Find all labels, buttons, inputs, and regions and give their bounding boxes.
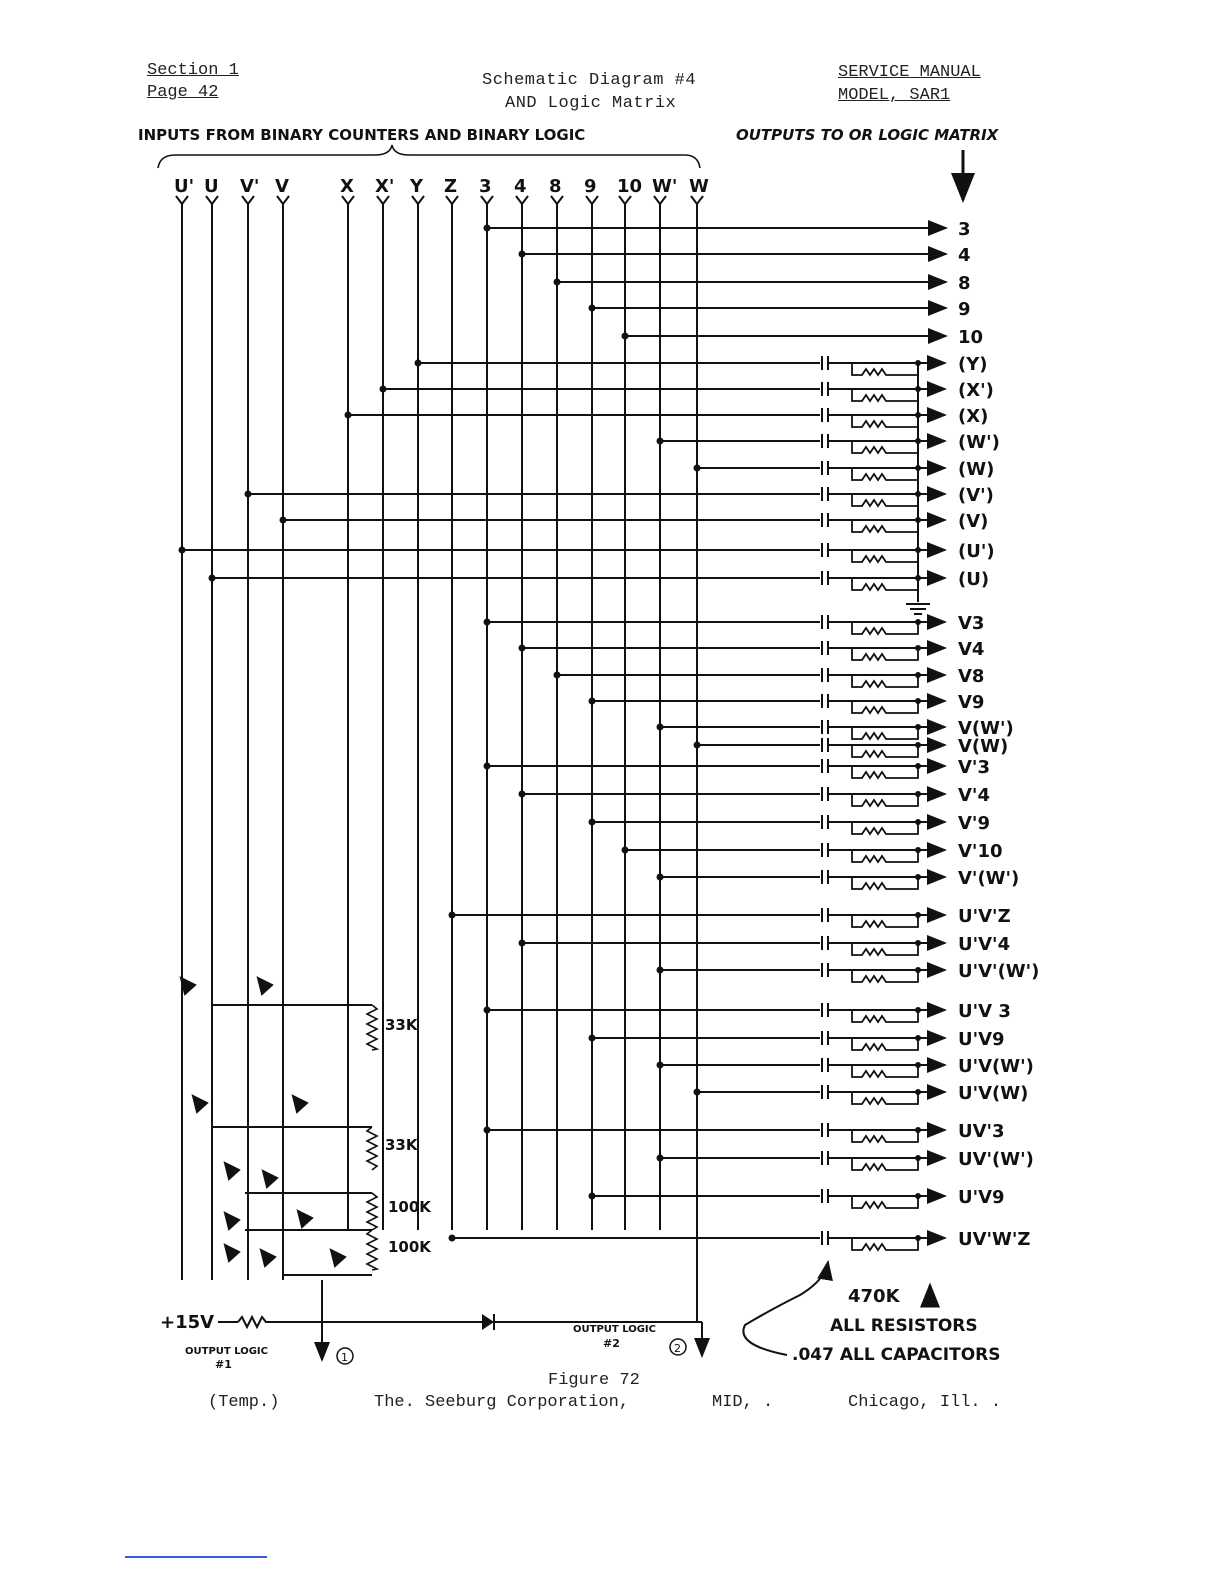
output-label-26: U'V'4 — [958, 934, 1011, 955]
temp-label: (Temp.) — [208, 1393, 280, 1412]
output-label-15: V4 — [958, 639, 985, 660]
junction-dot-31 — [694, 1089, 701, 1096]
resistor-node-29 — [915, 1035, 921, 1041]
terminal-2-label: 2 — [674, 1342, 681, 1355]
resistor-28 — [852, 1010, 918, 1022]
output-label-9: (W) — [958, 459, 995, 480]
diagram-title: Schematic Diagram #4 — [482, 71, 697, 90]
output-label-14: V3 — [958, 613, 985, 634]
resistor-29 — [852, 1038, 918, 1050]
junction-dot-3 — [589, 305, 596, 312]
resistor-node-16 — [915, 672, 921, 678]
resistor-node-23 — [915, 847, 921, 853]
input-label-6: Y — [410, 176, 424, 197]
junction-dot-28 — [484, 1007, 491, 1014]
resistor-node-24 — [915, 874, 921, 880]
resistor-16 — [852, 675, 918, 687]
input-chevron-11 — [586, 196, 598, 204]
output-label-34: U'V9 — [958, 1187, 1005, 1208]
resistor-19 — [852, 745, 918, 757]
model-label: MODEL, SAR1 — [838, 86, 951, 105]
resistor-33k-a-label: 33K — [385, 1016, 418, 1034]
resistor-18 — [852, 727, 918, 739]
resistor-33k-b-label: 33K — [385, 1136, 418, 1154]
junction-dot-29 — [589, 1035, 596, 1042]
output-logic-2-label: OUTPUT LOGIC — [573, 1324, 656, 1335]
resistor-13 — [852, 578, 918, 590]
input-label-12: 10 — [617, 176, 643, 197]
junction-dot-2 — [554, 279, 561, 286]
output-label-22: V'9 — [958, 813, 990, 834]
input-label-3: V — [275, 176, 289, 197]
resistor-node-32 — [915, 1127, 921, 1133]
input-chevron-9 — [516, 196, 528, 204]
output-label-12: (U') — [958, 541, 995, 562]
resistor-node-27 — [915, 967, 921, 973]
output-label-27: U'V'(W') — [958, 961, 1040, 982]
bottom-rule — [125, 1556, 267, 1558]
junction-dot-0 — [484, 225, 491, 232]
junction-dot-8 — [657, 438, 664, 445]
output-label-35: UV'W'Z — [958, 1229, 1031, 1250]
junction-dot-21 — [519, 791, 526, 798]
resistor-5 — [852, 363, 918, 375]
output-label-25: U'V'Z — [958, 906, 1011, 927]
diode-icon-0 — [181, 978, 195, 994]
output-label-17: V9 — [958, 692, 985, 713]
resistor-node-20 — [915, 763, 921, 769]
terminal-1-label: 1 — [341, 1351, 348, 1364]
junction-dot-34 — [589, 1193, 596, 1200]
supply-line — [218, 1317, 488, 1327]
resistor-node-30 — [915, 1062, 921, 1068]
input-label-4: X — [340, 176, 354, 197]
junction-dot-20 — [484, 763, 491, 770]
resistor-27 — [852, 970, 918, 982]
output-label-28: U'V 3 — [958, 1001, 1011, 1022]
junction-dot-6 — [380, 386, 387, 393]
junction-dot-7 — [345, 412, 352, 419]
output-label-16: V8 — [958, 666, 985, 687]
output-label-5: (Y) — [958, 354, 988, 375]
resistor-10 — [852, 494, 918, 506]
input-label-10: 8 — [549, 176, 562, 197]
output-label-23: V'10 — [958, 841, 1003, 862]
resistor-11 — [852, 520, 918, 532]
output-label-0: 3 — [958, 219, 971, 240]
input-chevron-3 — [277, 196, 289, 204]
junction-dot-9 — [694, 465, 701, 472]
bias-resistor-3 — [367, 1230, 377, 1270]
junction-dot-1 — [519, 251, 526, 258]
junction-dot-15 — [519, 645, 526, 652]
input-chevron-10 — [551, 196, 563, 204]
junction-dot-13 — [209, 575, 216, 582]
junction-dot-16 — [554, 672, 561, 679]
note-resistors: ALL RESISTORS — [830, 1316, 978, 1336]
input-brace — [158, 145, 700, 168]
input-label-11: 9 — [584, 176, 597, 197]
resistor-6 — [852, 389, 918, 401]
diode-icon-4 — [225, 1163, 239, 1179]
output-label-6: (X') — [958, 380, 994, 401]
junction-dot-19 — [694, 742, 701, 749]
resistor-8 — [852, 441, 918, 453]
output-label-31: U'V(W) — [958, 1083, 1029, 1104]
input-label-14: W — [689, 176, 709, 197]
diagram-subtitle: AND Logic Matrix — [505, 94, 677, 113]
bias-resistor-1 — [367, 1127, 377, 1170]
resistor-15 — [852, 648, 918, 660]
output-label-29: U'V9 — [958, 1029, 1005, 1050]
resistor-21 — [852, 794, 918, 806]
output-label-8: (W') — [958, 432, 1000, 453]
output-label-21: V'4 — [958, 785, 990, 806]
resistor-node-21 — [915, 791, 921, 797]
resistor-node-22 — [915, 819, 921, 825]
output-label-2: 8 — [958, 273, 971, 294]
resistor-30 — [852, 1065, 918, 1077]
supply-diode-icon — [482, 1314, 494, 1330]
section-label: Section 1 — [147, 61, 239, 80]
resistor-34 — [852, 1196, 918, 1208]
resistor-node-17 — [915, 698, 921, 704]
note-capacitors: .047 ALL CAPACITORS — [792, 1345, 1001, 1365]
input-label-9: 4 — [514, 176, 527, 197]
page-label: Page 42 — [147, 83, 219, 102]
supply-label: +15V — [160, 1312, 215, 1333]
diode-icon-5 — [263, 1171, 277, 1187]
resistor-24 — [852, 877, 918, 889]
resistor-31 — [852, 1092, 918, 1104]
input-chevron-6 — [412, 196, 424, 204]
resistor-node-35 — [915, 1235, 921, 1241]
input-label-13: W' — [652, 176, 678, 197]
manual-title: SERVICE MANUAL — [838, 63, 981, 82]
ground-icon — [906, 604, 930, 614]
output-label-4: 10 — [958, 327, 984, 348]
resistor-node-19 — [915, 742, 921, 748]
input-label-2: V' — [240, 176, 260, 197]
resistor-node-31 — [915, 1089, 921, 1095]
resistor-node-18 — [915, 724, 921, 730]
note-pointer-arrow — [743, 1262, 828, 1355]
outputs-heading: OUTPUTS TO OR LOGIC MATRIX — [736, 126, 999, 144]
resistor-26 — [852, 943, 918, 955]
junction-dot-25 — [449, 912, 456, 919]
output-label-1: 4 — [958, 245, 971, 266]
output-label-10: (V') — [958, 485, 994, 506]
resistor-25 — [852, 915, 918, 927]
diode-icon-10 — [331, 1250, 345, 1266]
input-chevron-8 — [481, 196, 493, 204]
junction-dot-10 — [245, 491, 252, 498]
diode-icon-3 — [293, 1096, 307, 1112]
junction-dot-12 — [179, 547, 186, 554]
input-chevron-12 — [619, 196, 631, 204]
input-chevron-13 — [654, 196, 666, 204]
resistor-100k-b-label: 100K — [388, 1238, 431, 1256]
junction-dot-4 — [622, 333, 629, 340]
input-label-8: 3 — [479, 176, 492, 197]
resistor-node-26 — [915, 940, 921, 946]
output-logic-1-num: #1 — [215, 1358, 232, 1371]
note-resistor-value: 470K — [848, 1286, 900, 1307]
junction-dot-14 — [484, 619, 491, 626]
output-label-19: V(W) — [958, 736, 1009, 757]
inputs-heading: INPUTS FROM BINARY COUNTERS AND BINARY LOGIC — [138, 126, 586, 144]
input-chevron-5 — [377, 196, 389, 204]
junction-dot-33 — [657, 1155, 664, 1162]
resistor-22 — [852, 822, 918, 834]
output-logic-1-label: OUTPUT LOGIC — [185, 1346, 268, 1357]
output-logic-2-num: #2 — [603, 1337, 620, 1350]
junction-dot-30 — [657, 1062, 664, 1069]
input-chevron-2 — [242, 196, 254, 204]
input-chevron-0 — [176, 196, 188, 204]
junction-dot-27 — [657, 967, 664, 974]
junction-dot-11 — [280, 517, 287, 524]
resistor-12 — [852, 550, 918, 562]
output-label-7: (X) — [958, 406, 989, 427]
resistor-node-14 — [915, 619, 921, 625]
input-chevron-4 — [342, 196, 354, 204]
junction-dot-32 — [484, 1127, 491, 1134]
output-label-20: V'3 — [958, 757, 990, 778]
resistor-node-25 — [915, 912, 921, 918]
output-label-13: (U) — [958, 569, 990, 590]
resistor-node-28 — [915, 1007, 921, 1013]
output-label-11: (V) — [958, 511, 989, 532]
diode-icon-9 — [261, 1250, 275, 1266]
figure-caption: Figure 72 — [548, 1371, 640, 1390]
resistor-14 — [852, 622, 918, 634]
input-label-7: Z — [444, 176, 458, 197]
diode-icon-1 — [258, 978, 272, 994]
bias-resistor-2 — [367, 1193, 377, 1230]
diode-icon-7 — [298, 1211, 312, 1227]
output-label-33: UV'(W') — [958, 1149, 1034, 1170]
company-label: The. Seeburg Corporation, — [374, 1393, 630, 1412]
bias-resistor-0 — [367, 1005, 377, 1050]
resistor-node-33 — [915, 1155, 921, 1161]
input-label-1: U — [204, 176, 219, 197]
junction-dot-18 — [657, 724, 664, 731]
resistor-33 — [852, 1158, 918, 1170]
input-label-5: X' — [375, 176, 395, 197]
output-label-32: UV'3 — [958, 1121, 1005, 1142]
output-label-18: V(W') — [958, 718, 1014, 739]
junction-dot-5 — [415, 360, 422, 367]
input-chevron-1 — [206, 196, 218, 204]
diode-icon-6 — [225, 1213, 239, 1229]
input-chevron-14 — [691, 196, 703, 204]
output-label-30: U'V(W') — [958, 1056, 1034, 1077]
input-label-0: U' — [174, 176, 195, 197]
diode-icon-2 — [193, 1096, 207, 1112]
diode-icon-8 — [225, 1245, 239, 1261]
resistor-32 — [852, 1130, 918, 1142]
junction-dot-17 — [589, 698, 596, 705]
junction-dot-23 — [622, 847, 629, 854]
resistor-7 — [852, 415, 918, 427]
resistor-23 — [852, 850, 918, 862]
junction-dot-24 — [657, 874, 664, 881]
junction-dot-35 — [449, 1235, 456, 1242]
input-chevron-7 — [446, 196, 458, 204]
resistor-node-15 — [915, 645, 921, 651]
city-label: Chicago, Ill. . — [848, 1393, 1002, 1412]
division-label: MID, . — [712, 1393, 774, 1412]
resistor-35 — [852, 1238, 918, 1250]
resistor-node-34 — [915, 1193, 921, 1199]
junction-dot-26 — [519, 940, 526, 947]
resistor-100k-a-label: 100K — [388, 1198, 431, 1216]
resistor-20 — [852, 766, 918, 778]
junction-dot-22 — [589, 819, 596, 826]
output-label-3: 9 — [958, 299, 971, 320]
resistor-17 — [852, 701, 918, 713]
resistor-9 — [852, 468, 918, 480]
output-label-24: V'(W') — [958, 868, 1020, 889]
